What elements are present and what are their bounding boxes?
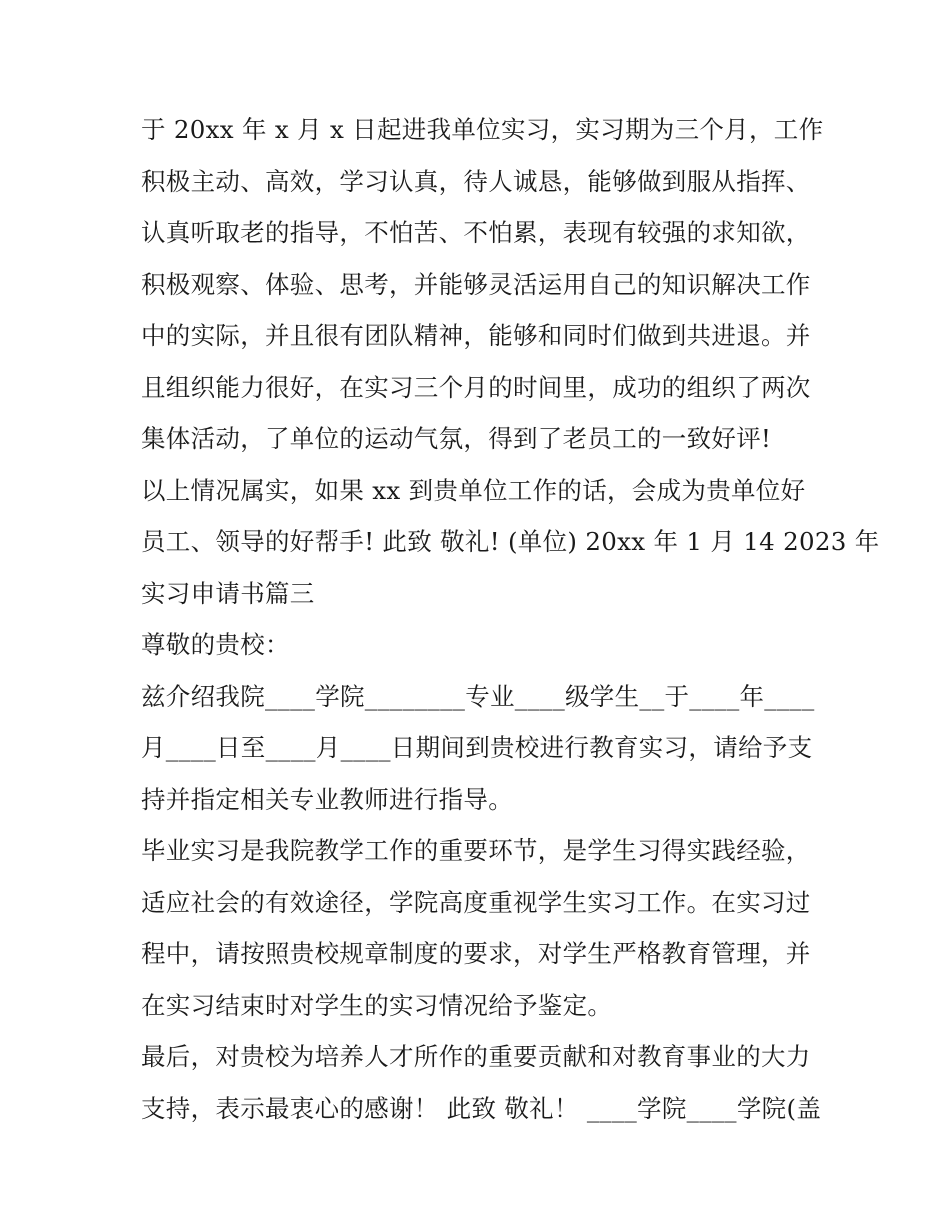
text-line-18: 在实习结束时对学生的实习情况给予鉴定。 [141, 990, 613, 1020]
text-line-13: 月____日至____月____日期间到贵校进行教育实习，请给予支 [141, 733, 813, 762]
text-line-7: 集体活动，了单位的运动气氛，得到了老员工的一致好评! [141, 424, 772, 453]
text-line-3: 认真听取老的指导，不怕苦、不怕累，表现有较强的求知欲， [141, 218, 811, 247]
text-line-5: 中的实际，并且很有团队精神，能够和同时们做到共进退。并 [141, 321, 811, 350]
salutation: 尊敬的贵校： [141, 630, 290, 659]
text-line-8: 以上情况属实，如果 xx 到贵单位工作的话，会成为贵单位好 [141, 475, 806, 505]
text-line-15: 毕业实习是我院教学工作的重要环节，是学生习得实践经验， [141, 836, 811, 865]
document-body [141, 104, 880, 1134]
text-line-14: 持并指定相关专业教师进行指导。 [141, 784, 513, 814]
text-line-1: 于 20xx 年 x 月 x 日起进我单位实习，实习期为三个月，工作 [141, 115, 824, 144]
text-line-19: 最后，对贵校为培养人才所作的重要贡献和对教育事业的大力 [141, 1042, 811, 1071]
text-line-20: 支持，表示最衷心的感谢！ 此致 敬礼！ ____学院____学院(盖 [141, 1093, 822, 1123]
text-line-4: 积极观察、体验、思考，并能够灵活运用自己的知识解决工作 [141, 269, 811, 299]
section-title: 实习申请书篇三 [141, 578, 315, 608]
text-line-2: 积极主动、高效，学习认真，待人诚恳，能够做到服从指挥、 [141, 166, 811, 196]
text-line-12: 兹介绍我院____学院________专业____级学生__于____年____ [141, 681, 815, 711]
text-line-9: 员工、领导的好帮手! 此致 敬礼! (单位) 20xx 年 1 月 14 2023 年 [141, 527, 880, 556]
text-line-17: 程中，请按照贵校规章制度的要求，对学生严格教育管理，并 [141, 939, 811, 968]
text-line-6: 且组织能力很好，在实习三个月的时间里，成功的组织了两次 [141, 372, 811, 402]
text-line-16: 适应社会的有效途径，学院高度重视学生实习工作。在实习过 [141, 887, 811, 917]
